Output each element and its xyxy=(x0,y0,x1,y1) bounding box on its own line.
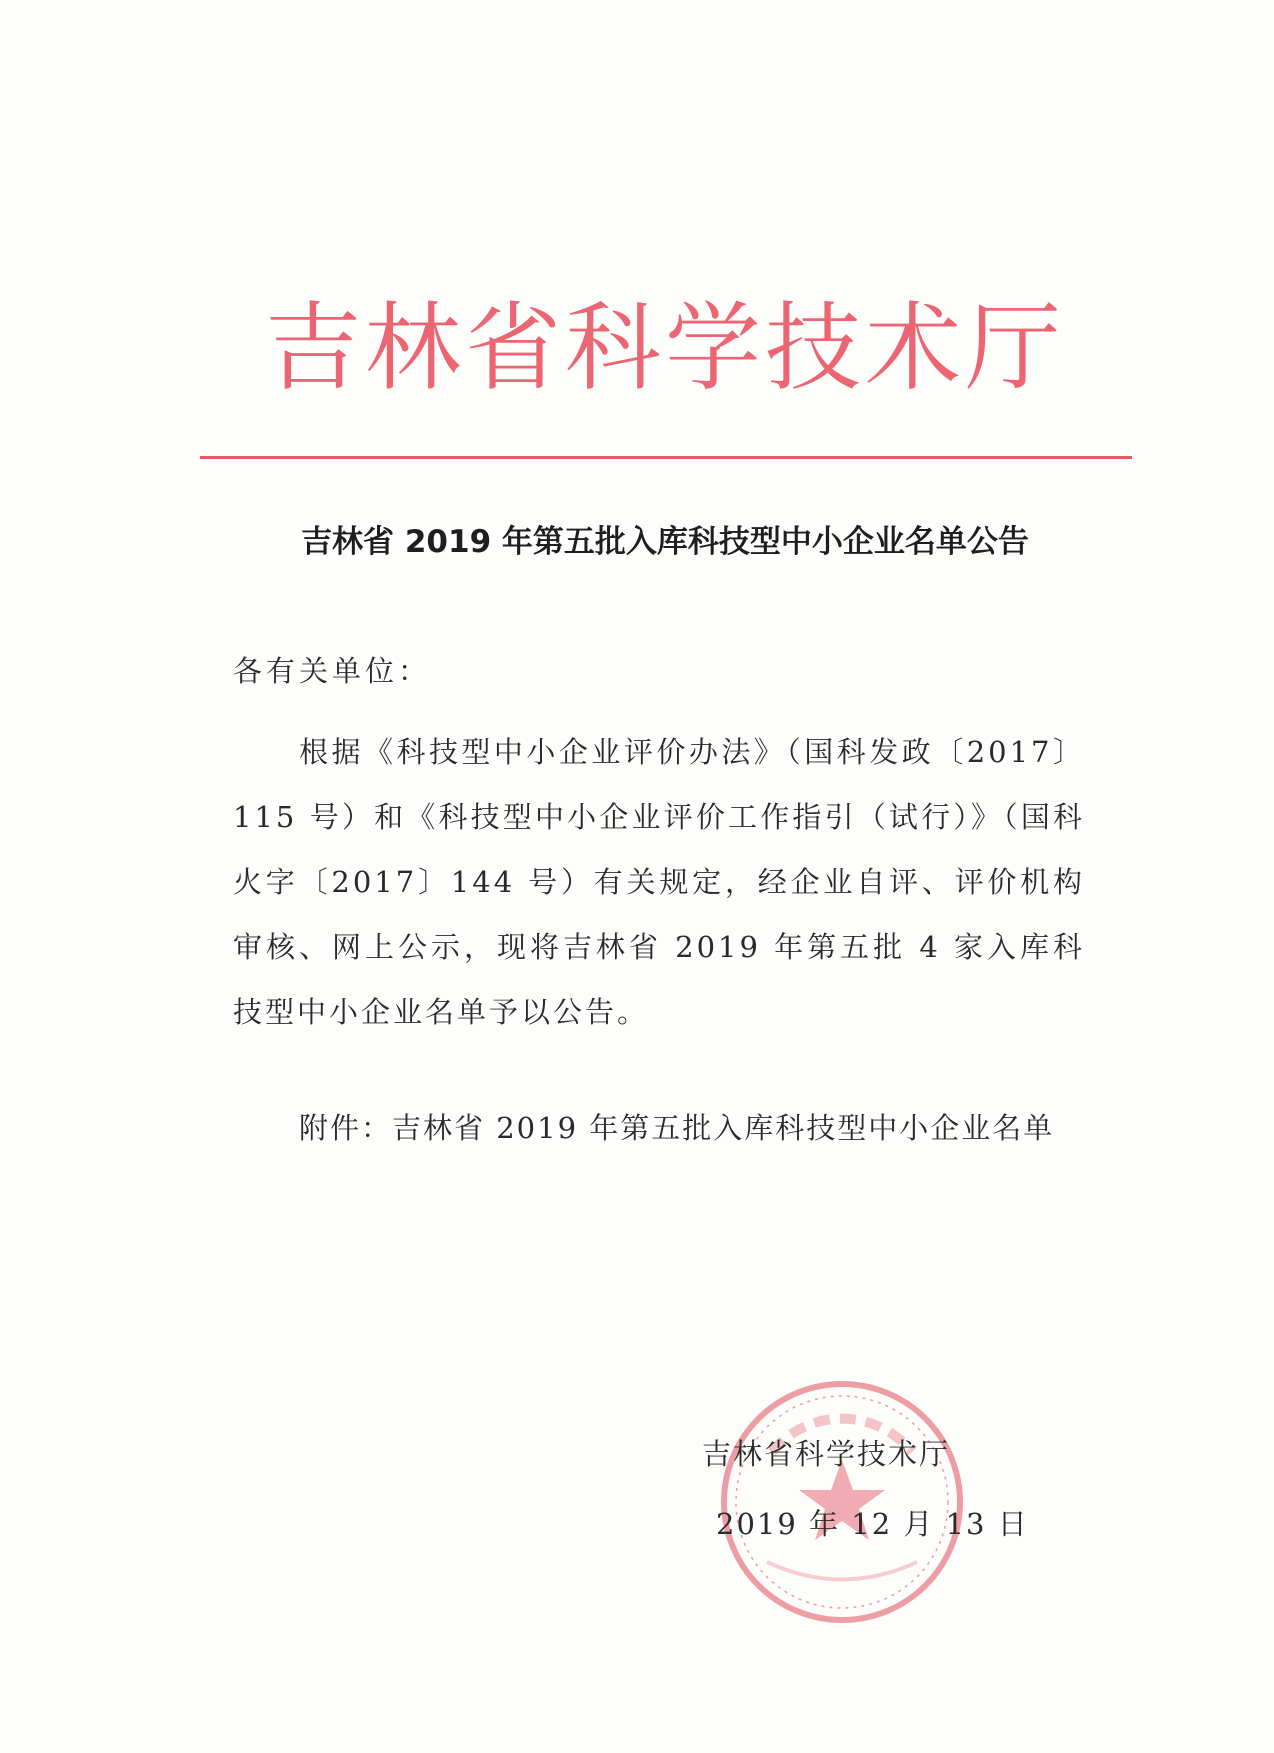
letterhead-title: 吉林省科学技术厅 xyxy=(265,292,1065,404)
document-title: 吉林省 2019 年第五批入库科技型中小企业名单公告 xyxy=(301,524,1029,560)
signer-name: 吉林省科学技术厅 xyxy=(702,1437,951,1471)
letterhead-red-rule xyxy=(200,456,1132,459)
official-seal-icon xyxy=(712,1372,972,1632)
signature-date: 2019 年 12 月 13 日 xyxy=(716,1507,1029,1541)
attachment-line: 附件：吉林省 2019 年第五批入库科技型中小企业名单 xyxy=(299,1111,1055,1145)
body-paragraph: 根据《科技型中小企业评价办法》（国科发政〔2017〕115 号）和《科技型中小企业评价工作指引（试行）》（国科火字〔2017〕144 号）有关规定，经企业自评、评价机构审核、网上公示，现将吉林省 2019 年第五批 4 家入库科技型中小企业名单予以公告。 xyxy=(233,735,1085,1029)
salutation: 各有关单位： xyxy=(233,654,432,688)
